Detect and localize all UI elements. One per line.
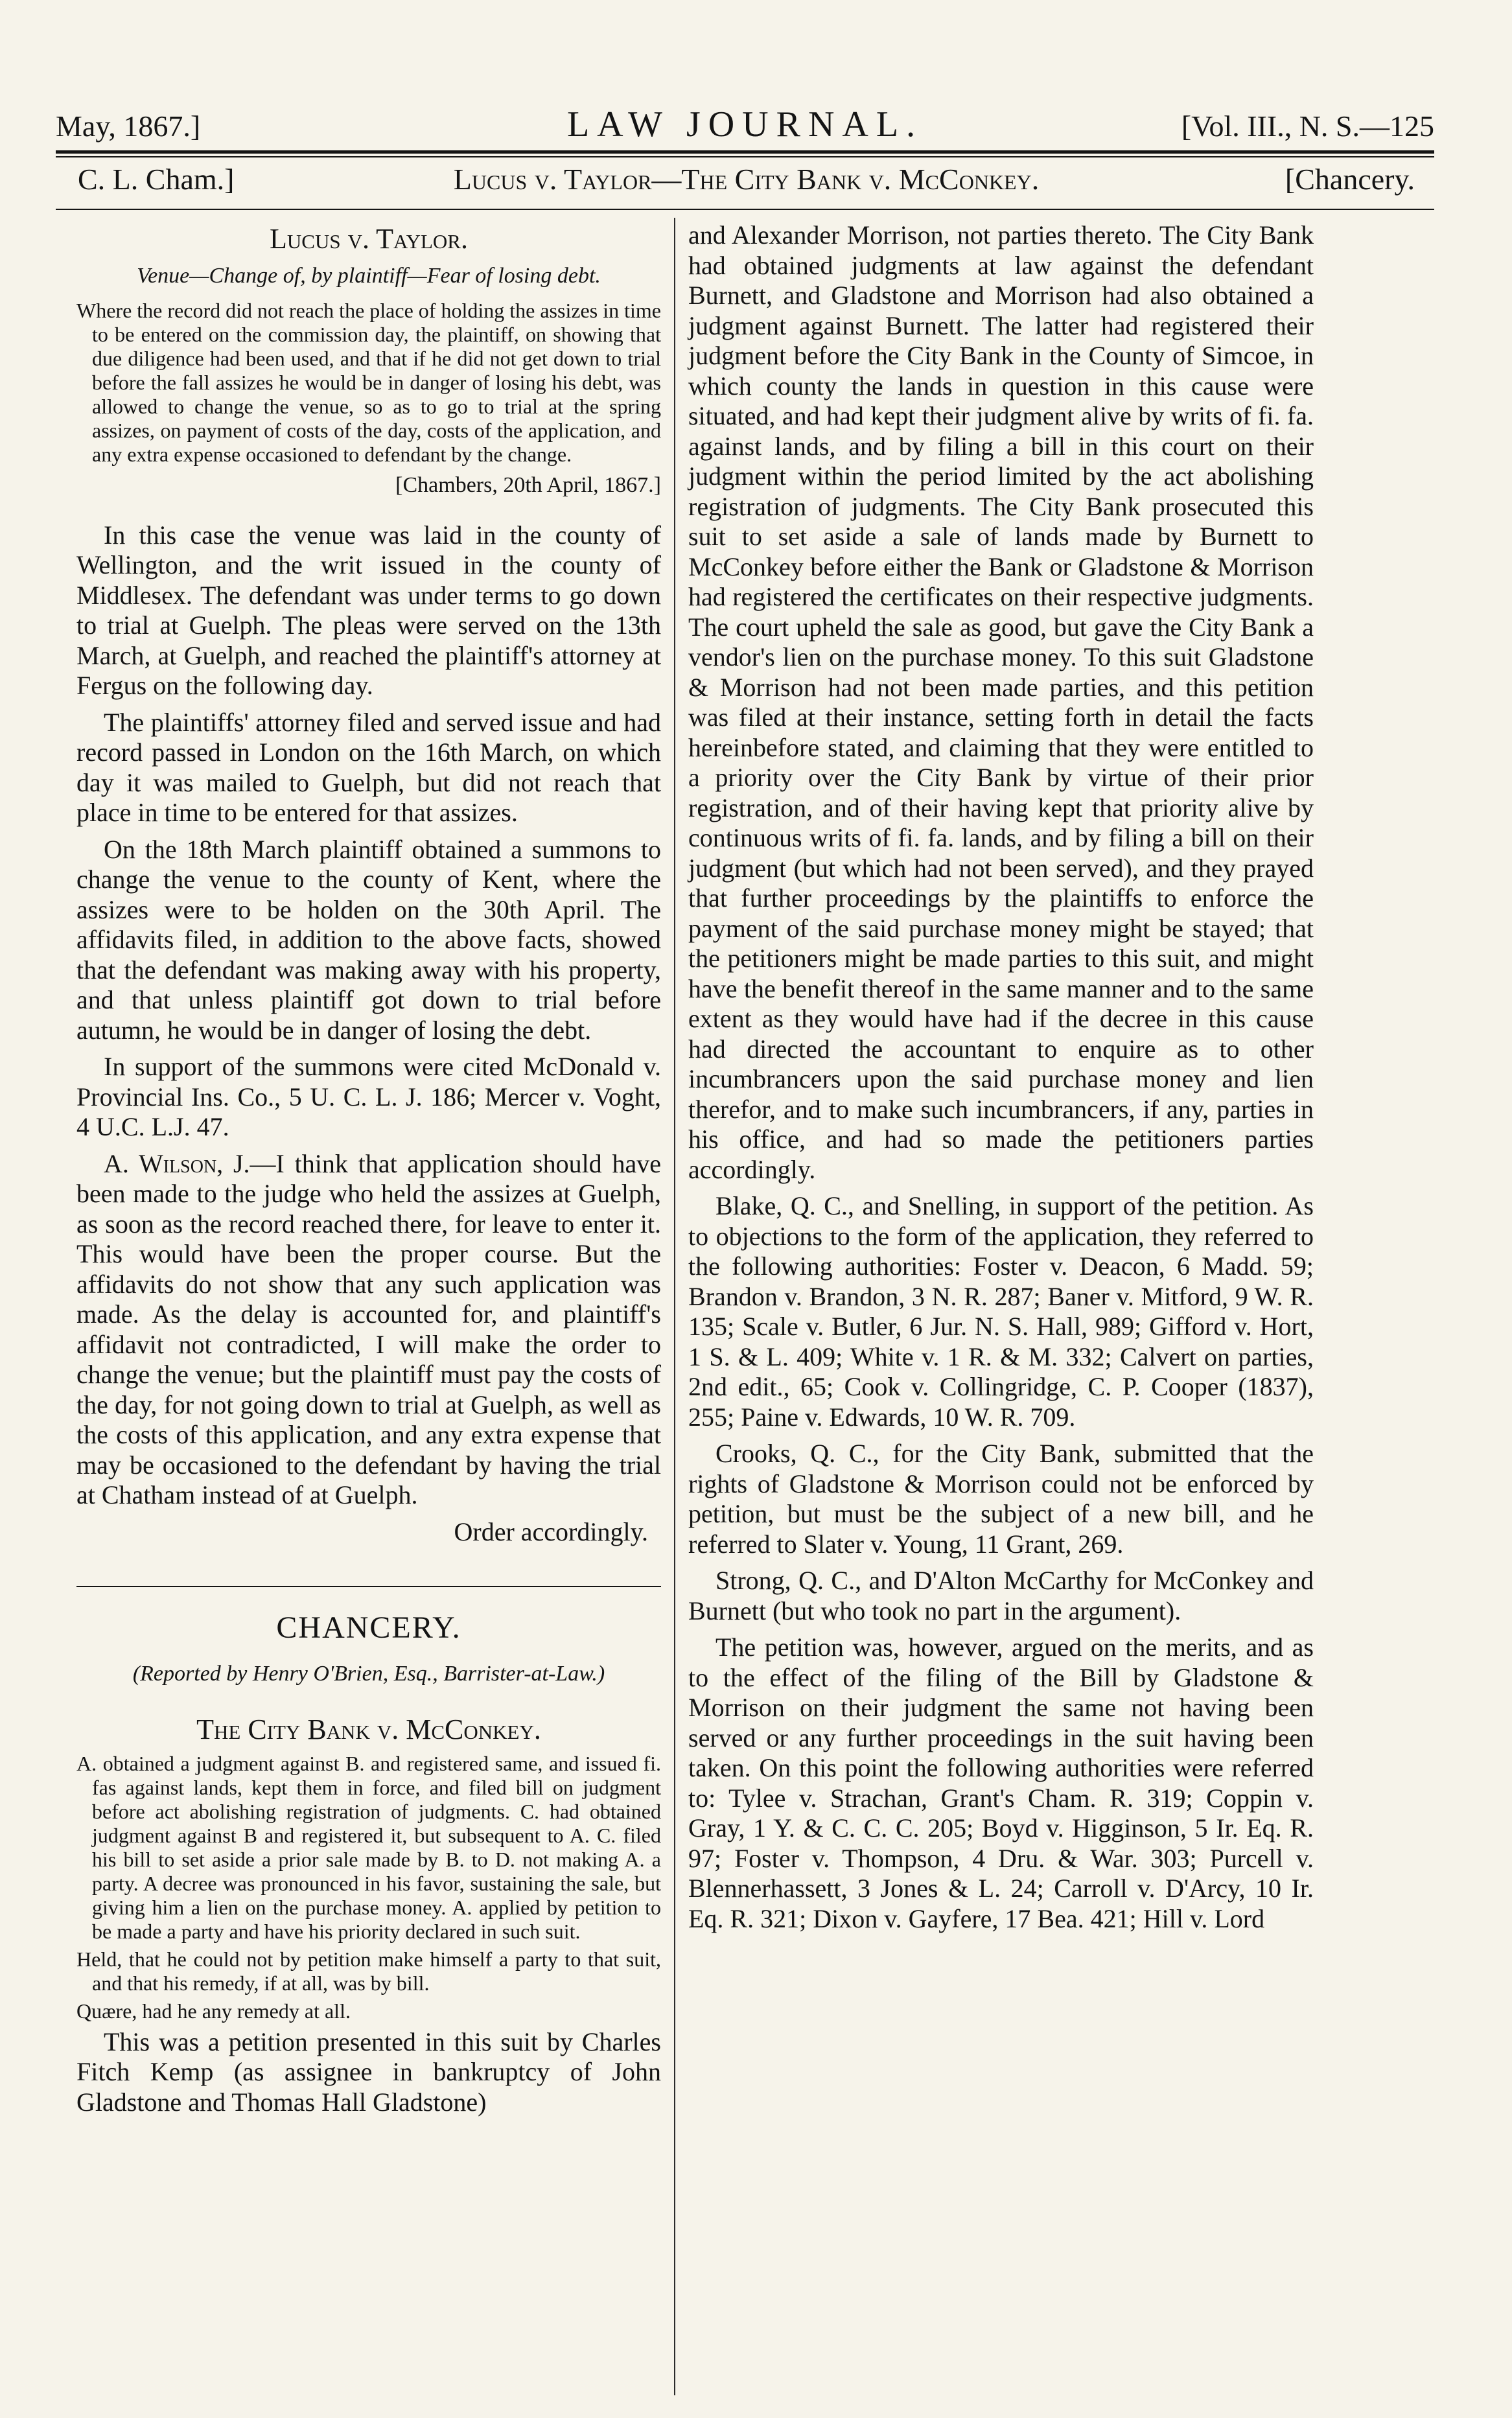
court-left: C. L. Cham.] <box>78 163 235 196</box>
judgment-paragraph <box>76 1149 661 1511</box>
header-rule-thick <box>56 150 1434 154</box>
reporter-credit: (Reported by Henry O'Brien, Esq., Barrister-at-Law.) <box>132 1661 605 1686</box>
case-names: Lucus v. Taylor—The City Bank v. McConkey. <box>453 163 1040 196</box>
left-column <box>76 220 661 2124</box>
paragraph: In support of the summons were cited McDonald v. Provincial Ins. Co., 5 U. C. L. J. 186; Mercer v. Voght, 4 U.C. L.J. 47. <box>76 1052 661 1141</box>
section-heading: CHANCERY. <box>276 1610 461 1645</box>
judgment-text: —I think that application should have been made to the judge who held the assizes at Guelph, as soon as the record reached there, for leave to enter it. This would have been the proper course. But the affidavits do not show that any such application was made. As the delay is accounted for, and plaintiff's affidavit not contradicted, I will make the order to change the venue; but the plaintiff must pay the costs of the day, for not going down to trial at Guelph, as well as the costs of this application, and any extra expense that may be occasioned to the defendant by having the trial at Chatham instead of at Guelph. <box>76 1148 661 1509</box>
paragraph: Strong, Q. C., and D'Alton McCarthy for McConkey and Burnett (but who took no part in the argument). <box>688 1566 1314 1625</box>
paragraph: and Alexander Morrison, not parties thereto. The City Bank had obtained judgments at law against the defendant Burnett, and Gladstone and Morrison had also obtained a judgment against Burnett. The latter had registered their judgment before the City Bank in the County of Simcoe, in which county the lands in question in this cause were situated, and had kept their judgment alive by writs of fi. fa. against lands, and by filing a bill in this court on their judgment within the period limited by the act abolishing registration of judgments. The City Bank prosecuted this suit to set aside a sale of lands made by Burnett to McConkey before either the Bank or Gladstone & Morrison had registered the certificates on their respective judgments. The court upheld the sale as good, but gave the City Bank a vendor's lien on the purchase money. To this suit Gladstone & Morrison had not been made parties, and this petition was filed at their instance, setting forth in detail the facts hereinbefore stated, and claiming that they were entitled to a priority over the City Bank by virtue of their prior registration, and of their having kept that priority alive by continuous writs of fi. fa. lands, and by filing a bill on their judgment (but which had not been served), and they prayed that further proceedings by the plaintiffs to enforce the payment of the said purchase money might be stayed; that the petitioners might be made parties to this suit, and might have the benefit thereof in the same manner and to the same extent as they would have had if the decree in this cause had directed the accountant to enquire as to other incumbrancers upon the said purchase money and lien therefor, and to make such incumbrancers, if any, parties in his office, and had so made the petitioners parties accordingly. <box>688 220 1314 1184</box>
paragraph: In this case the venue was laid in the county of Wellington, and the writ issued in the county of Middlesex. The defendant was under terms to go down to trial at Guelph. The pleas were served on the 13th March, at Guelph, and reached the plaintiff's attorney at Fergus on the following day. <box>76 520 661 700</box>
headnote-held: Held, that he could not by petition make himself a party to that suit, and that his remedy, if at all, was by bill. <box>76 1947 661 1995</box>
order-line: Order accordingly. <box>454 1517 648 1546</box>
headnote: Where the record did not reach the place of holding the assizes in time to be entered on the commission day, the plaintiff, on showing that due diligence had been used, and that if he did not get down to trial before the fall assizes he would be in danger of losing his debt, was allowed to change the venue, so as to go to trial at the spring assizes, on payment of costs of the day, costs of the application, and any extra expense occasioned to defendant by the change. <box>76 299 661 466</box>
right-column <box>688 220 1314 1940</box>
subhead-rule <box>56 209 1434 210</box>
court-date: [Chambers, 20th April, 1867.] <box>395 473 661 497</box>
case-subject: Venue—Change of, by plaintiff—Fear of losing debt. <box>137 263 601 288</box>
journal-title: LAW JOURNAL. <box>566 104 924 145</box>
section-rule <box>76 1586 661 1587</box>
volume-page: [Vol. III., N. S.—125 <box>1181 110 1434 143</box>
paragraph: On the 18th March plaintiff obtained a summons to change the venue to the county of Kent, where the assizes were to be holden on the 30th April. The affidavits filed, in addition to the above facts, showed that the defendant was making away with his property, and that unless plaintiff got down to trial before autumn, he would be in danger of losing the debt. <box>76 834 661 1045</box>
headnote-quaere: Quære, had he any remedy at all. <box>76 1999 351 2023</box>
paragraph: The petition was, however, argued on the merits, and as to the effect of the filing of the Bill by Gladstone & Morrison on their judgment the same not having been served or any further proceedings in the suit having been taken. On this point the following authorities were referred to: Tylee v. Strachan, Grant's Cham. R. 319; Coppin v. Gray, 1 Y. & C. C. C. 205; Boyd v. Higginson, 5 Ir. Eq. R. 97; Foster v. Thompson, 4 Dru. & War. 303; Purcell v. Blennerhassett, 3 Jones & L. 24; Carroll v. D'Arcy, 10 Ir. Eq. R. 321; Dixon v. Gayfere, 17 Bea. 421; Hill v. Lord <box>688 1633 1314 1933</box>
case-title: Lucus v. Taylor. <box>270 223 468 255</box>
running-head <box>56 97 1434 156</box>
court-right: [Chancery. <box>1285 163 1415 196</box>
headnote: A. obtained a judgment against B. and registered same, and issued fi. fas against lands, kept them in force, and filed bill on judgment before act abolishing registration of judgments. C. had obtained judgment against B and registered it, but subsequent to A. C. filed his bill to set aside a prior sale made by B. to D. not making A. a party. A decree was pronounced in his favor, sustaining the sale, but giving him a lien on the purchase money. A. applied by petition to be made a party and have his priority declared in such suit. <box>76 1751 661 1943</box>
paragraph: This was a petition presented in this suit by Charles Fitch Kemp (as assignee in bankruptcy of John Gladstone and Thomas Hall Gladstone) <box>76 2027 661 2117</box>
judge-name: A. Wilson, J. <box>104 1148 250 1178</box>
paragraph: Crooks, Q. C., for the City Bank, submitted that the rights of Gladstone & Morrison could not be enforced by petition, but must be the subject of a new bill, and he referred to Slater v. Young, 11 Grant, 269. <box>688 1439 1314 1559</box>
column-divider <box>674 218 675 2395</box>
case-subhead <box>78 162 1415 207</box>
issue-date: May, 1867.] <box>56 110 201 143</box>
paragraph: Blake, Q. C., and Snelling, in support of the petition. As to objections to the form of the application, they referred to the following authorities: Foster v. Deacon, 6 Madd. 59; Brandon v. Brandon, 3 N. R. 287; Baner v. Mitford, 9 W. R. 135; Scale v. Butler, 6 Jur. N. S. Hall, 989; Gifford v. Hort, 1 S. & L. 409; White v. 1 R. & M. 332; Calvert on parties, 2nd edit., 65; Cook v. Collingridge, C. P. Cooper (1837), 255; Paine v. Edwards, 10 W. R. 709. <box>688 1191 1314 1432</box>
case-title: The City Bank v. McConkey. <box>196 1714 541 1745</box>
header-rule-thin <box>56 156 1434 157</box>
paragraph: The plaintiffs' attorney filed and served issue and had record passed in London on the 16th March, on which day it was mailed to Guelph, but did not reach that place in time to be entered for that assizes. <box>76 707 661 827</box>
